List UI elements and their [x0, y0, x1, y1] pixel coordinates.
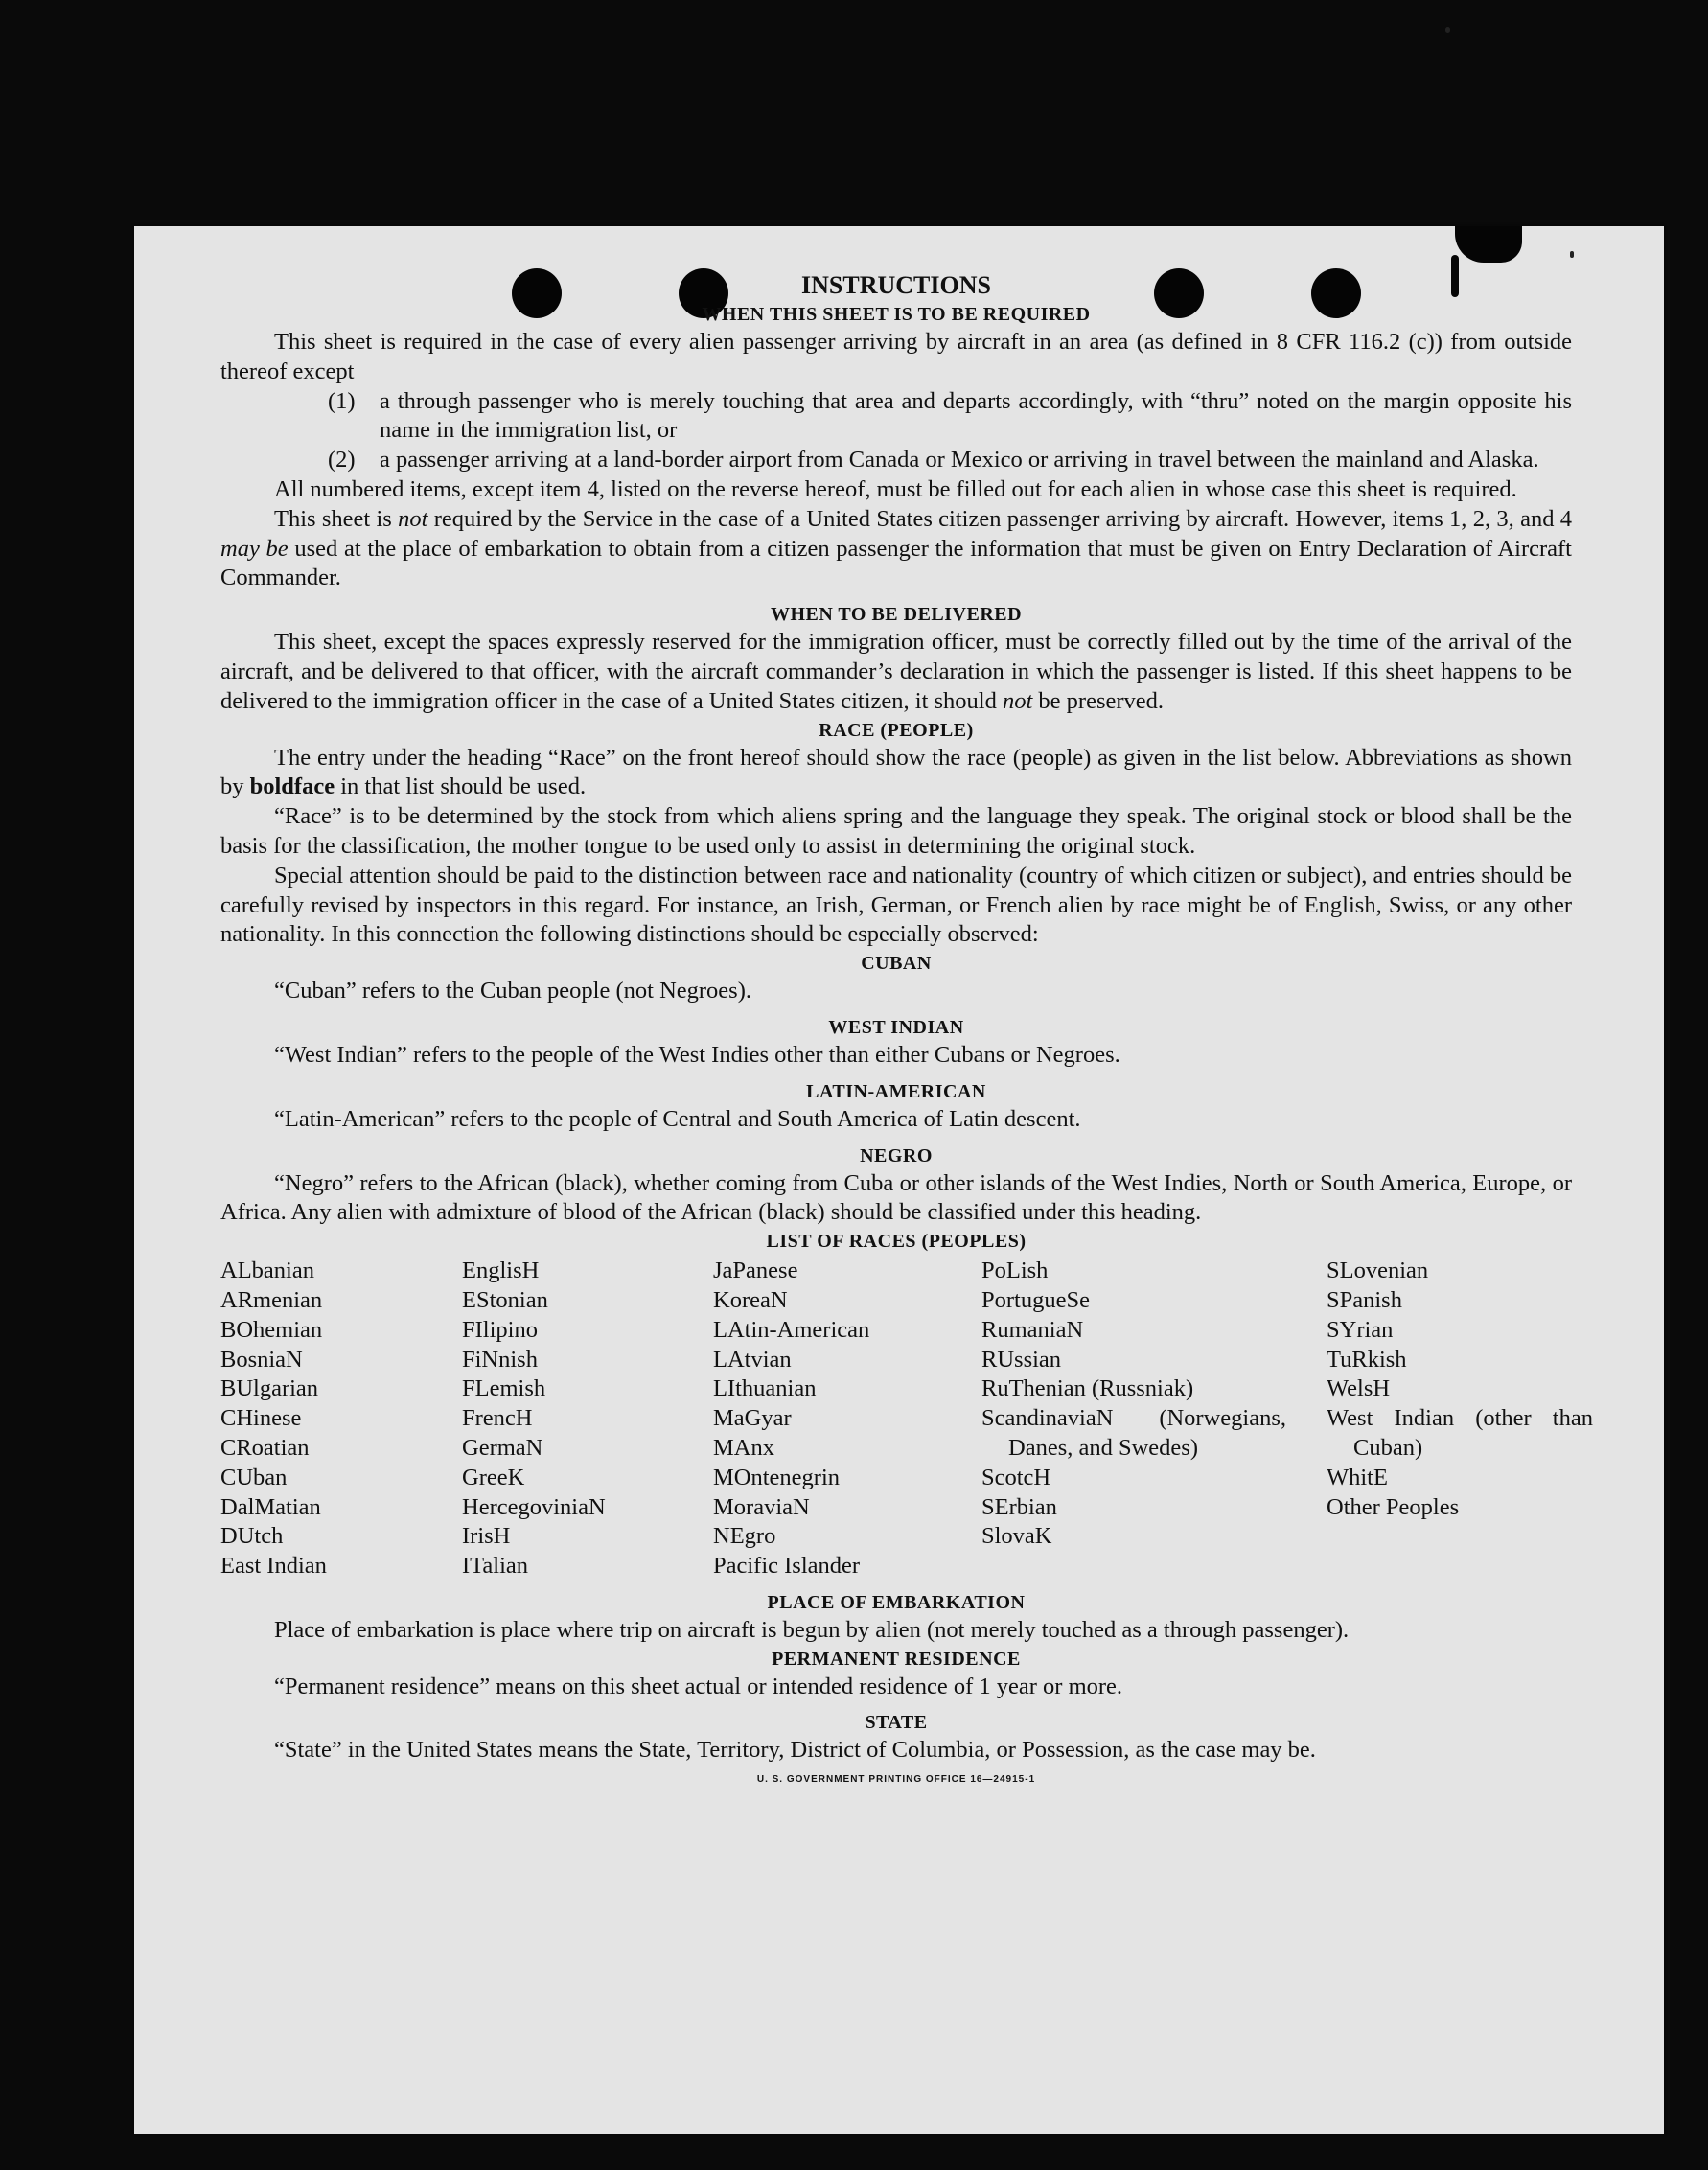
section-heading: PLACE OF EMBARKATION — [767, 1591, 1026, 1613]
section-heading: WHEN TO BE DELIVERED — [770, 604, 1023, 626]
item-text: a through passenger who is merely touching that area and departs accordingly, with “thru” noted on the margin opposite his name in the immigration list, or — [380, 387, 1572, 444]
text-run: This sheet is — [274, 505, 399, 532]
race-entry: BOhemian — [220, 1316, 323, 1343]
race-entry: Other Peoples — [1327, 1493, 1460, 1520]
section-heading: RACE (PEOPLE) — [819, 719, 974, 741]
race-column — [220, 1257, 462, 1581]
race-entry: CRoatian — [220, 1434, 310, 1461]
race-entry: FrencH — [462, 1405, 533, 1432]
section-heading: LIST OF RACES (PEOPLES) — [766, 1231, 1027, 1253]
text-run: be preserved. — [1032, 687, 1165, 714]
scan-speck — [1570, 251, 1574, 258]
paragraph: “Latin-American” refers to the people of Central and South America of Latin descent. — [274, 1105, 1081, 1132]
race-entry: ITalian — [462, 1553, 529, 1580]
page-title: INSTRUCTIONS — [801, 271, 991, 299]
race-entry: CHinese — [220, 1405, 302, 1432]
paragraph — [220, 628, 1572, 716]
section-heading: NEGRO — [860, 1144, 933, 1166]
printer-imprint: U. S. GOVERNMENT PRINTING OFFICE 16—24915-1 — [756, 1774, 1036, 1786]
race-entry: MaGyar — [713, 1405, 792, 1432]
scan-speck — [1445, 27, 1450, 33]
race-entry: Pacific Islander — [713, 1553, 861, 1580]
race-entry: DUtch — [220, 1523, 284, 1550]
race-entry: KoreaN — [713, 1286, 788, 1313]
race-entry: GermaN — [462, 1434, 543, 1461]
race-entry: FiNnish — [462, 1346, 538, 1373]
exception-item — [328, 446, 1572, 475]
race-entry: IrisH — [462, 1523, 511, 1550]
section-heading: CUBAN — [861, 953, 932, 975]
race-column — [981, 1257, 1327, 1581]
race-entry: PoLish — [981, 1258, 1049, 1284]
emphasis: not — [398, 505, 428, 532]
race-list — [220, 1257, 1593, 1581]
race-entry: BosniaN — [220, 1346, 303, 1373]
race-entry: RuThenian (Russniak) — [981, 1375, 1194, 1402]
race-entry: LAtin-American — [713, 1316, 870, 1343]
race-entry: RumaniaN — [981, 1316, 1084, 1343]
emphasis: not — [1002, 687, 1033, 714]
paragraph: “Permanent residence” means on this sheet actual or intended residence of 1 year or more. — [274, 1673, 1123, 1699]
text-run: in that list should be used. — [335, 773, 587, 800]
race-entry: GreeK — [462, 1464, 525, 1490]
item-number: (2) — [328, 447, 356, 473]
document-sheet — [134, 226, 1664, 2134]
race-entry: WhitE — [1327, 1464, 1388, 1490]
race-entry: EStonian — [462, 1286, 548, 1313]
race-column — [1327, 1257, 1593, 1581]
emphasis: may be — [220, 535, 289, 562]
item-number: (1) — [328, 387, 356, 414]
paragraph: This sheet is required in the case of every alien passenger arriving by aircraft in an area (as defined in 8 CFR 116.2 (c)) from outside thereof except — [220, 329, 1572, 384]
race-entry: MAnx — [713, 1434, 774, 1461]
ink-blot — [1455, 226, 1522, 263]
race-entry: ARmenian — [220, 1286, 323, 1313]
text-run: required by the Service in the case of a United States citizen passenger arriving by aircraft. However, items 1, 2, 3, and 4 — [427, 505, 1572, 532]
paragraph: “Negro” refers to the African (black), whether coming from Cuba or other islands of the West Indies, North or South America, Europe, or Africa. Any alien with admixture of blood of the African (black) should be classified under this heading. — [220, 1169, 1572, 1226]
race-entry: SPanish — [1327, 1286, 1402, 1313]
paragraph: “West Indian” refers to the people of the West Indies other than either Cubans or Negroes. — [274, 1041, 1120, 1068]
race-entry: EnglisH — [462, 1258, 540, 1284]
section-heading: WHEN THIS SHEET IS TO BE REQUIRED — [702, 304, 1091, 325]
race-entry: FLemish — [462, 1375, 546, 1402]
race-entry: ScandinaviaN (Norwegians, Danes, and Swedes) — [981, 1405, 1286, 1461]
race-entry: ALbanian — [220, 1258, 314, 1284]
race-entry: HercegoviniaN — [462, 1493, 606, 1520]
race-column — [713, 1257, 981, 1581]
race-entry: CUban — [220, 1464, 288, 1490]
paragraph — [220, 744, 1572, 803]
bold-word: boldface — [249, 773, 335, 800]
paragraph: Place of embarkation is place where trip on aircraft is begun by alien (not merely touched as a through passenger). — [274, 1616, 1350, 1643]
paragraph: “State” in the United States means the State, Territory, District of Columbia, or Possession, as the case may be. — [274, 1737, 1316, 1764]
instructions-body — [220, 270, 1593, 1787]
race-entry: MOntenegrin — [713, 1464, 840, 1490]
text-run: The entry under the heading “Race” on the front hereof should show the race (people) as given in the list below. Abbreviations as shown by — [220, 744, 1572, 800]
section-heading: WEST INDIAN — [828, 1016, 964, 1038]
race-entry: SErbian — [981, 1493, 1057, 1520]
race-entry: NEgro — [713, 1523, 776, 1550]
race-entry: ScotcH — [981, 1464, 1051, 1490]
section-heading: STATE — [865, 1712, 928, 1734]
paragraph: “Cuban” refers to the Cuban people (not Negroes). — [274, 978, 751, 1004]
race-entry: DalMatian — [220, 1493, 321, 1520]
race-entry: SlovaK — [981, 1523, 1052, 1550]
race-entry: West Indian (other than Cuban) — [1327, 1405, 1593, 1461]
section-heading: LATIN-AMERICAN — [806, 1080, 986, 1102]
exception-item — [328, 387, 1572, 447]
race-entry: TuRkish — [1327, 1346, 1407, 1373]
race-entry: MoraviaN — [713, 1493, 810, 1520]
item-text: a passenger arriving at a land-border airport from Canada or Mexico or arriving in travel between the mainland and Alaska. — [380, 447, 1539, 473]
race-entry: BUlgarian — [220, 1375, 319, 1402]
paragraph: “Race” is to be determined by the stock from which aliens spring and the language they speak. The original stock or blood shall be the basis for the classification, the mother tongue to be used only to assist in determining the original stock. — [220, 803, 1572, 859]
race-entry: WelsH — [1327, 1375, 1391, 1402]
race-entry: SLovenian — [1327, 1258, 1429, 1284]
race-entry: East Indian — [220, 1553, 327, 1580]
race-entry: PortugueSe — [981, 1286, 1090, 1313]
text-run: This sheet, except the spaces expressly reserved for the immigration officer, must be correctly filled out by the time of the arrival of the aircraft, and be delivered to that officer, with the aircraft commander’s declaration in which the passenger is listed. If this sheet happens to be delivered to the immigration officer in the case of a United States citizen, it should — [220, 629, 1572, 714]
race-entry: LAtvian — [713, 1346, 792, 1373]
race-entry: SYrian — [1327, 1316, 1394, 1343]
race-column — [462, 1257, 713, 1581]
race-entry: RUssian — [981, 1346, 1062, 1373]
paragraph: Special attention should be paid to the distinction between race and nationality (country of which citizen or subject), and entries should be carefully revised by inspectors in this regard. For instance, an Irish, German, or French alien by race might be of English, Swiss, or any other nationality. In this connection the following distinctions should be especially observed: — [220, 862, 1572, 948]
race-entry: LIthuanian — [713, 1375, 817, 1402]
section-heading: PERMANENT RESIDENCE — [772, 1648, 1021, 1670]
text-run: used at the place of embarkation to obtain from a citizen passenger the information that must be given on Entry Declaration of Aircraft Commander. — [220, 535, 1572, 591]
paragraph — [220, 505, 1572, 593]
race-entry: JaPanese — [713, 1258, 798, 1284]
race-entry: FIlipino — [462, 1316, 538, 1343]
paragraph: All numbered items, except item 4, listed on the reverse hereof, must be filled out for each alien in whose case this sheet is required. — [274, 475, 1517, 502]
